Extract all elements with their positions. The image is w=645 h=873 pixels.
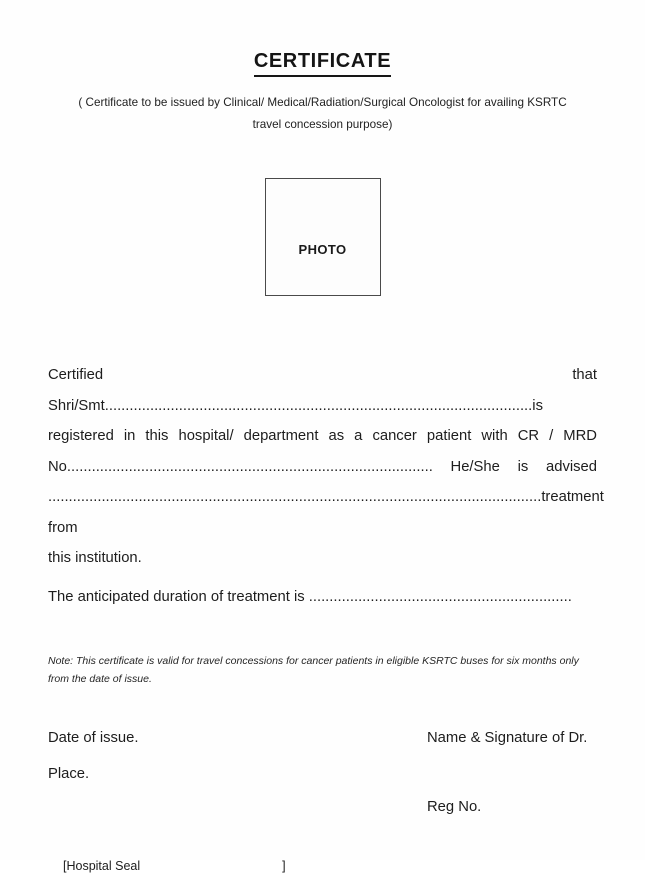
footer-row-1 xyxy=(48,728,597,748)
subtitle-line-1: ( Certificate to be issued by Clinical/ Medical/Radiation/Surgical Oncologist for availing KSRTC xyxy=(78,96,567,109)
title-wrap xyxy=(48,50,597,77)
hospital-seal-row xyxy=(48,859,597,873)
photo-label: PHOTO xyxy=(298,241,347,257)
body-line-institution: this institution. xyxy=(48,550,142,566)
hospital-seal-open-bracket: [Hospital Seal xyxy=(63,859,141,873)
validity-note xyxy=(48,652,597,688)
note-line-2: from the date of issue. xyxy=(48,673,152,685)
footer-row-3 xyxy=(48,797,597,817)
photo-box xyxy=(265,178,381,296)
date-of-issue-label: Date of issue. xyxy=(48,730,139,746)
certificate-title: CERTIFICATE xyxy=(254,50,391,77)
place-label: Place. xyxy=(48,766,90,782)
footer-spacer xyxy=(427,764,597,784)
footer-row-2 xyxy=(48,764,597,784)
name-signature-label: Name & Signature of Dr. xyxy=(427,730,588,746)
certificate-subtitle xyxy=(48,92,597,136)
note-line-1: Note: This certificate is valid for travel concessions for cancer patients in eligible KSRTC buses for six months only xyxy=(48,655,579,667)
footer-spacer xyxy=(48,797,427,817)
body-line-cr-mrd-no-blank: No......................................................................................... He/She is advised xyxy=(48,458,597,475)
hospital-seal-close-bracket: ] xyxy=(282,859,286,873)
certificate-footer xyxy=(48,728,597,817)
body-line-registered: registered in this hospital/ department as a cancer patient with CR / MRD xyxy=(48,428,597,444)
body-line-certified-name-blank: Certified that Shri/Smt........................................................................................................is xyxy=(48,367,597,414)
reg-no-label: Reg No. xyxy=(427,799,482,815)
certificate-body xyxy=(48,360,604,574)
body-line-treatment-blank: ........................................................................................................................treatment from xyxy=(48,489,604,536)
duration-line-blank: The anticipated duration of treatment is ................................................................ xyxy=(48,588,572,605)
subtitle-line-2: travel concession purpose) xyxy=(252,118,393,131)
